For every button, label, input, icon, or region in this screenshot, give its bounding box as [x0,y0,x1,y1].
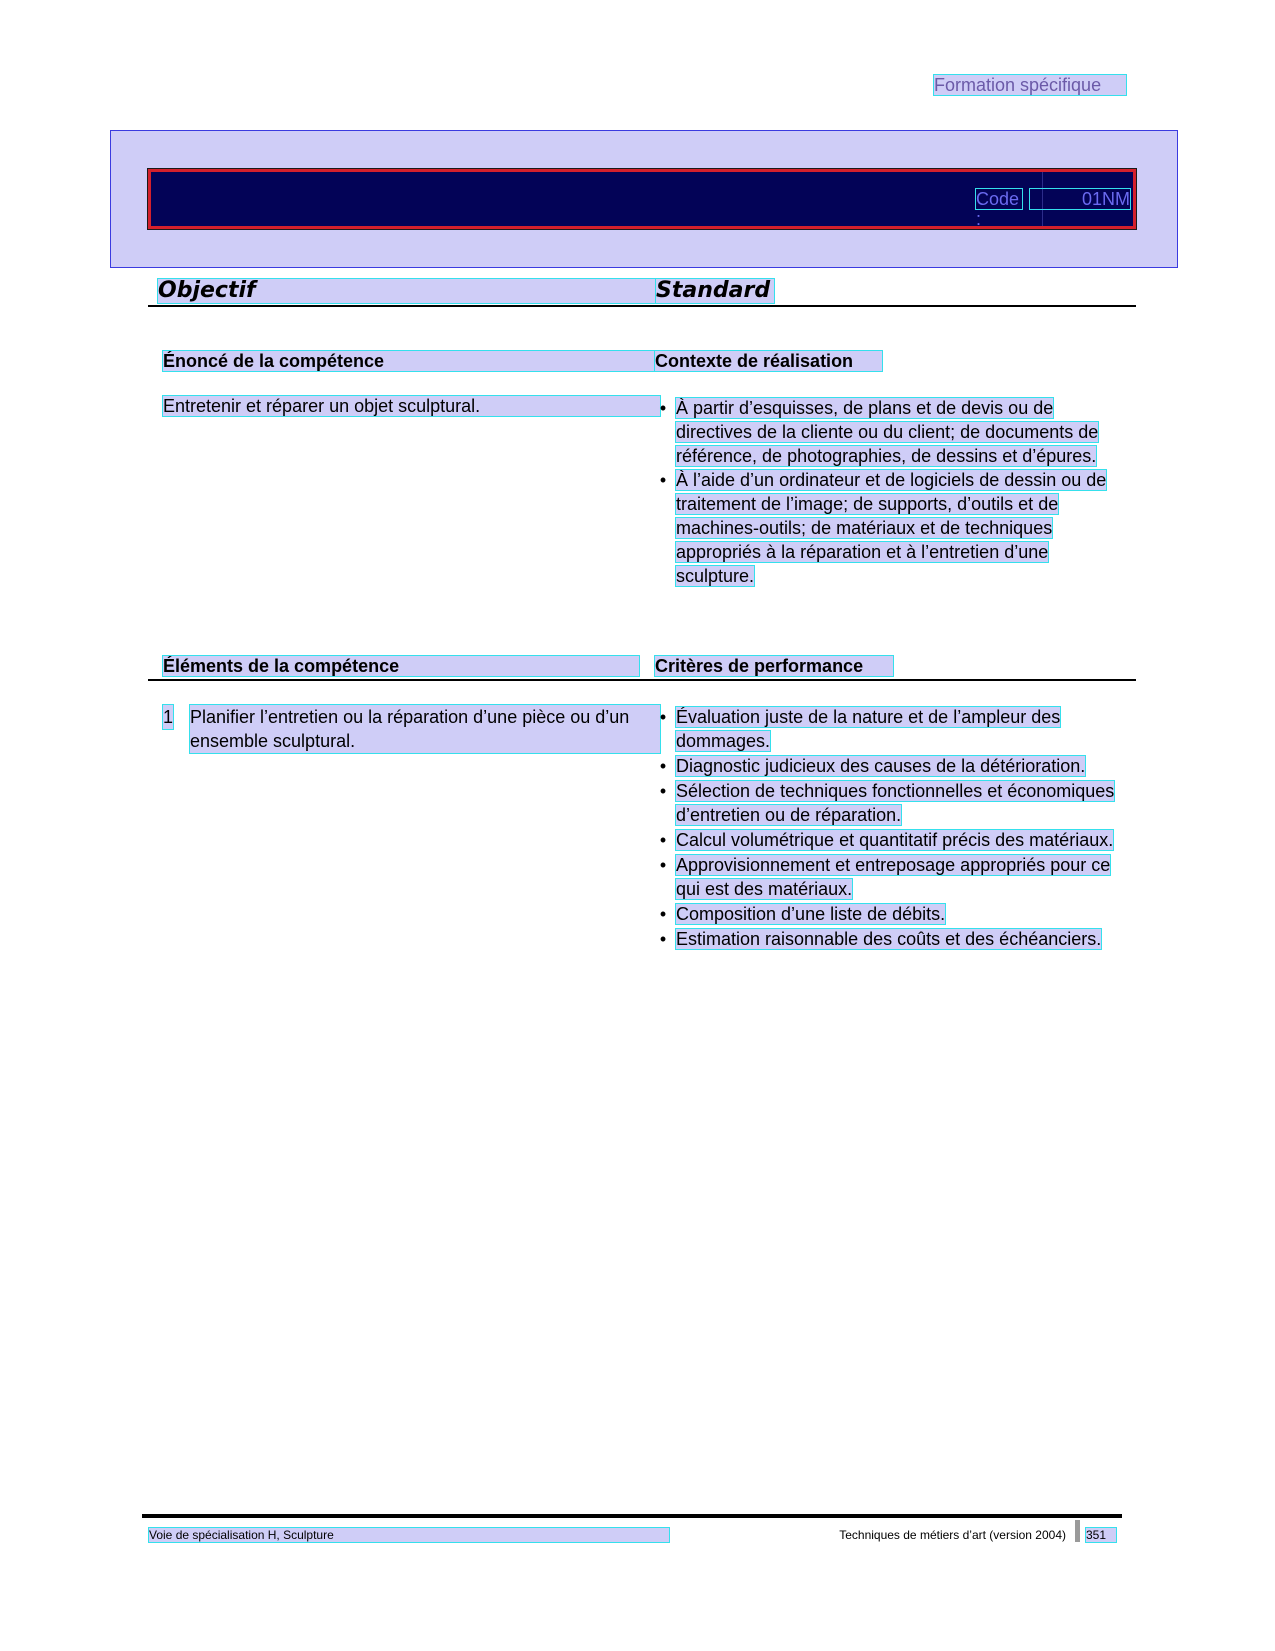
section-rule [148,679,1136,681]
list-item [655,779,1117,827]
page-number: 351 [1086,1528,1116,1542]
list-item [655,902,1117,926]
bullet-icon: • [659,398,667,418]
list-item-text: Approvisionnement et entreposage appropriés pour ce qui est des matériaux. [676,855,1111,899]
criteres-heading: Critères de performance [655,656,893,676]
list-item [655,754,1117,778]
list-item-text: Estimation raisonnable des coûts et des échéanciers. [676,929,1102,949]
footer-right-text: Techniques de métiers d’art (version 2004) [839,1528,1066,1542]
criteres-list [655,705,1117,952]
footer-tab-marker [1075,1520,1080,1542]
element-number: 1 [163,707,174,727]
list-item-text: Calcul volumétrique et quantitatif précis des matériaux. [676,830,1114,850]
header-rule [148,305,1136,307]
bullet-icon: • [659,929,667,949]
bullet-icon: • [659,707,667,727]
bullet-icon: • [659,855,667,875]
contexte-list [655,396,1117,588]
list-item-text: Diagnostic judicieux des causes de la détérioration. [676,756,1086,776]
enonce-heading: Énoncé de la compétence [163,351,660,371]
list-item-text: À partir d’esquisses, de plans et de devis ou de directives de la cliente ou du client; de documents de référence, de photographies, de dessins et d’épures. [676,398,1099,466]
bullet-icon: • [659,756,667,776]
bullet-icon: • [659,830,667,850]
list-item [655,927,1117,951]
bullet-icon: • [659,470,667,490]
list-item [655,705,1117,753]
footer-rule [142,1514,1122,1518]
contexte-heading: Contexte de réalisation [655,351,882,371]
objectif-heading: Objectif [158,279,658,303]
list-item [655,828,1117,852]
code-value: 01NM [1081,189,1130,209]
list-item [655,468,1117,588]
list-item-text: À l’aide d’un ordinateur et de logiciels de dessin ou de traitement de l’image; de supports, d’outils et de machines-outils; de matériaux et de techniques appropriés à la réparation et à l’entretien d’une sculpture. [676,470,1107,586]
list-item-text: Sélection de techniques fonctionnelles et économiques d’entretien ou de réparation. [676,781,1115,825]
standard-heading: Standard [656,279,774,303]
list-item [655,853,1117,901]
element-text: Planifier l’entretien ou la réparation d’une pièce ou d’un ensemble sculptural. [190,705,660,753]
section-label: Formation spécifique [934,75,1126,95]
footer-left-text: Voie de spécialisation H, Sculpture [149,1528,669,1542]
enonce-text: Entretenir et réparer un objet sculptural. [163,396,660,416]
bullet-icon: • [659,904,667,924]
elements-heading: Éléments de la compétence [163,656,639,676]
list-item-text: Composition d’une liste de débits. [676,904,946,924]
list-item-text: Évaluation juste de la nature et de l’ampleur des dommages. [676,707,1061,751]
code-label: Code : [976,189,1022,209]
bullet-icon: • [659,781,667,801]
list-item [655,396,1117,468]
